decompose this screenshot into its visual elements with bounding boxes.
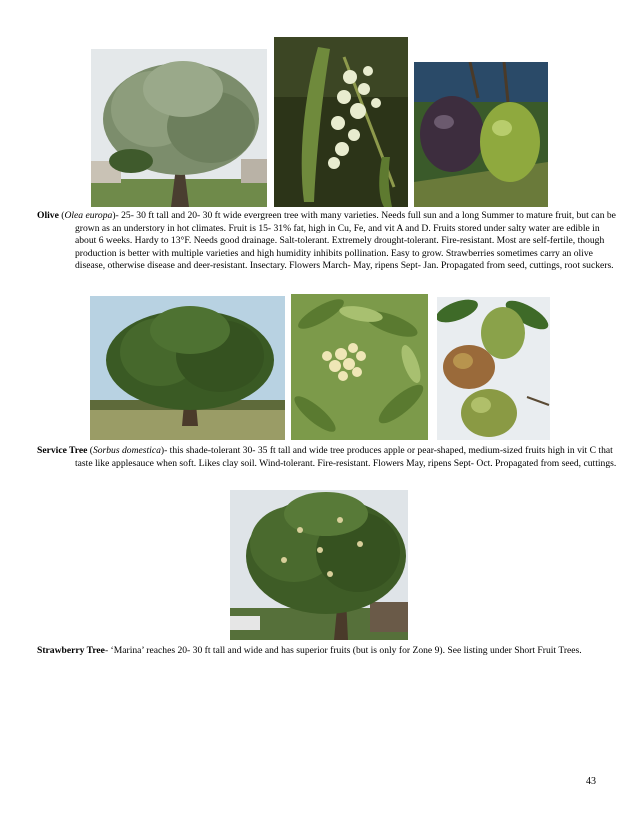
service-tree-open-paren: ( bbox=[87, 445, 93, 456]
olive-name: Olive bbox=[37, 210, 59, 221]
strawberry-tree-description: - ‘Marina’ reaches 20- 30 ft tall and wide and has superior fruits (but is only for Zone 9). See listing under Short Fruit Trees. bbox=[104, 645, 582, 656]
strawberry-tree-entry bbox=[37, 645, 623, 658]
page-number: 43 bbox=[586, 776, 596, 787]
olive-description: )- 25- 30 ft tall and 20- 30 ft wide evergreen tree with many varieties. Needs full sun and a long Summer to mature fruit, but can be grown as an understory in hot climates. Fruit is 15- 31% fat, high in Cu, Fe, and vit A and D. Fruits stored under salty water are edible in about 6 weeks. Hardy to 13°F. Needs good drainage. Salt-tolerant. Extremely drought-tolerant. Fire-resistant. Most are self-fertile, though production is better with multiple varieties and high humidity inhibits pollination. Easy to grow. Strawberries sometimes carry an olive disease, otherwise disease and deer-resistant. Insectary. Flowers March- May, ripens Sept- Jan. Propagated from seed, cuttings, root suckers. bbox=[75, 210, 616, 272]
strawberry-tree-name: Strawberry Tree bbox=[37, 645, 105, 656]
service-tree-entry bbox=[37, 445, 623, 470]
olive-fruit-photo bbox=[414, 62, 548, 207]
service-tree-flowers-photo bbox=[291, 294, 428, 440]
service-tree-photo bbox=[90, 296, 285, 440]
strawberry-tree-photo bbox=[230, 490, 408, 640]
olive-entry bbox=[37, 210, 623, 273]
olive-open-paren: ( bbox=[58, 210, 65, 221]
service-tree-latin-name: Sorbus domestica bbox=[92, 445, 161, 456]
service-tree-name: Service Tree bbox=[37, 445, 88, 456]
olive-flowers-photo bbox=[274, 37, 408, 207]
service-tree-description: )- this shade-tolerant 30- 35 ft tall and wide tree produces apple or pear-shaped, medium-sized fruits high in vit C that taste like applesauce when soft. Likes clay soil. Wind-tolerant. Fire-resistant. Flowers May, ripens Sept- Oct. Propagated from seed, cuttings. bbox=[75, 445, 617, 469]
olive-latin-name: Olea europa bbox=[64, 210, 113, 221]
olive-tree-photo bbox=[91, 49, 267, 207]
service-tree-fruit-photo bbox=[437, 297, 550, 440]
